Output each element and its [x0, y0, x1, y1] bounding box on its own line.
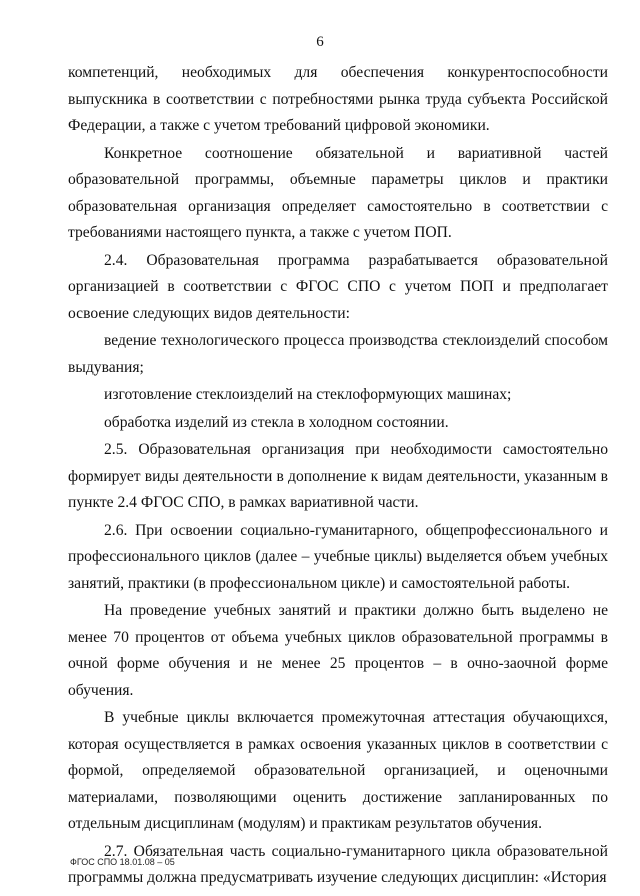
paragraph-hours: На проведение учебных занятий и практики должно быть выделено не менее 70 процентов от объема учебных циклов образовательной программы в очной форме обучения и не менее 25 процентов – в очно-заочной форме обучения.	[68, 602, 608, 699]
paragraph-ratio: Конкретное соотношение обязательной и вариативной частей образовательной программы, объемные параметры циклов и практики образовательная организация определяет самостоятельно в соответствии с требованиями настоящего пункта, а также с учетом ПОП.	[68, 144, 608, 241]
footer-code: ФГОС СПО 18.01.08 – 05	[70, 857, 175, 867]
page-number: 6	[316, 34, 324, 50]
activity-item-2: изготовление стеклоизделий на стеклоформующих машинах;	[104, 386, 512, 403]
paragraph-continuation: компетенций, необходимых для обеспечения конкурентоспособности выпускника в соответствии с потребностями рынка труда субъекта Российской Федерации, а также с учетом требований цифровой экономики.	[68, 64, 608, 134]
activity-item-1: ведение технологического процесса производства стеклоизделий способом выдувания;	[68, 332, 608, 376]
paragraph-2-6: 2.6. При освоении социально-гуманитарного, общепрофессионального и профессионального циклов (далее – учебные циклы) выделяется объем учебных занятий, практики (в профессиональном цикле) и самостоятельной работы.	[68, 521, 608, 592]
document-body	[68, 60, 608, 892]
paragraph-2-5: 2.5. Образовательная организация при необходимости самостоятельно формирует виды деятельности в дополнение к видам деятельности, указанным в пункте 2.4 ФГОС СПО, в рамках вариативной части.	[68, 441, 608, 511]
paragraph-2-4: 2.4. Образовательная программа разрабатывается образовательной организацией в соответствии с ФГОС СПО с учетом ПОП и предполагает освоение следующих видов деятельности:	[68, 251, 608, 322]
activity-item-3: обработка изделий из стекла в холодном состоянии.	[104, 413, 449, 431]
paragraph-attestation: В учебные циклы включается промежуточная аттестация обучающихся, которая осуществляется в рамках освоения указанных циклов в соответствии с формой, определяемой образовательной организацией, и оценочными материалами, позволяющими оценить достижение запланированных по отдельным дисциплинам (модулям) и практикам результатов обучения.	[68, 709, 608, 832]
paragraph-2-7: 2.7. Обязательная часть социально-гуманитарного цикла образовательной программы должна предусматривать изучение следующих дисциплин: «История	[68, 842, 608, 886]
